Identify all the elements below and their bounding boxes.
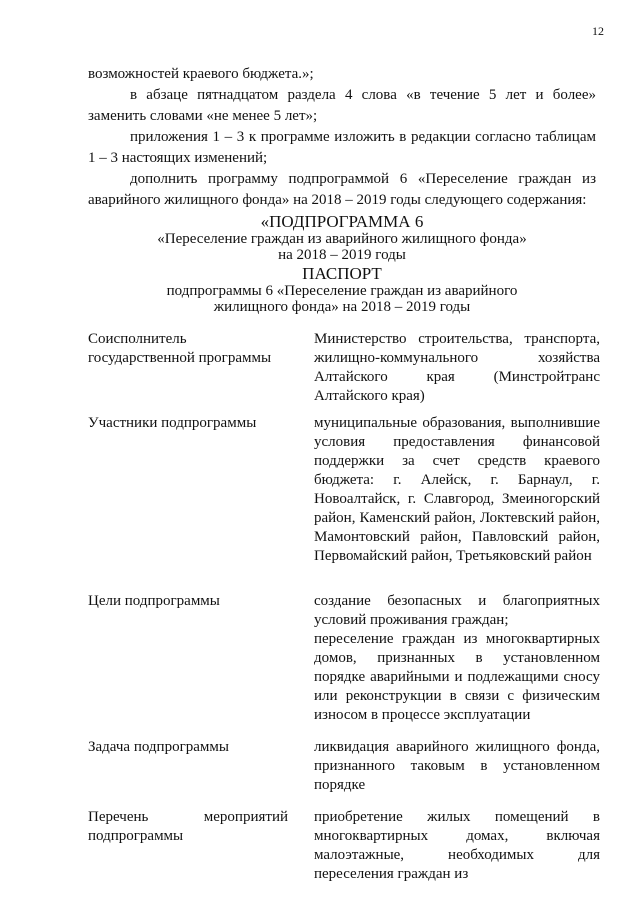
passport-row-coexecutor <box>88 330 600 414</box>
passport-table <box>88 330 600 884</box>
intro-line-1: возможностей краевого бюджета.»; <box>88 66 314 82</box>
row-label-word-3: подпрограммы <box>88 828 184 844</box>
passport-subtitle-line-2: жилищного фонда» на 2018 – 2019 годы <box>213 299 471 315</box>
passport-row-task <box>88 738 600 808</box>
row-value: ликвидация аварийного жилищного фонда, признанного таковым в установленном порядке <box>314 739 600 793</box>
intro-paragraph-3: приложения 1 – 3 к программе изложить в редакции согласно таблицам 1 – 3 настоящих изменений; <box>88 129 596 166</box>
row-label: Соисполнитель государственной программы <box>88 331 272 366</box>
intro-text <box>88 64 596 211</box>
row-label: Участники подпрограммы <box>88 415 257 431</box>
row-value: муниципальные образования, выполнившие условия предоставления финансовой поддержки за счет средств краевого бюджета: г. Алейск, г. Барнаул, г. Новоалтайск, г. Славгород, Змеиногорский район, Каменский район, Локтевский район, Мамонтовский район, Павловский район, Первомайский район, Третьяковский район <box>314 415 600 564</box>
subprogram-heading <box>88 213 596 263</box>
intro-paragraph-4: дополнить программу подпрограммой 6 «Переселение граждан из аварийного жилищного фонда» на 2018 – 2019 годы следующего содержания: <box>88 171 596 208</box>
subprogram-title: «ПОДПРОГРАММА 6 <box>260 212 424 231</box>
row-label <box>88 808 314 884</box>
passport-row-participants <box>88 414 600 592</box>
subprogram-name: «Переселение граждан из аварийного жилищного фонда» <box>157 231 527 247</box>
row-value: приобретение жилых помещений в многоквартирных домах, включая малоэтажные, необходимых для переселения граждан из <box>314 809 600 882</box>
intro-paragraph-2: в абзаце пятнадцатом раздела 4 слова «в течение 5 лет и более» заменить словами «не менее 5 лет»; <box>88 87 596 124</box>
passport-title: ПАСПОРТ <box>302 264 382 283</box>
goal-2: переселение граждан из многоквартирных домов, признанных в установленном порядке аварийными и подлежащими сносу или реконструкции в связи с физическим износом в процессе эксплуатации <box>314 631 600 723</box>
page-number: 12 <box>592 24 604 38</box>
row-label-word-1: Перечень <box>88 809 149 825</box>
row-value: Министерство строительства, транспорта, жилищно-коммунального хозяйства Алтайского края (Минстройтранс Алтайского края) <box>314 331 600 404</box>
row-label-word-2: мероприятий <box>203 809 288 825</box>
passport-row-goals <box>88 592 600 738</box>
passport-subtitle-line-1: подпрограммы 6 «Переселение граждан из аварийного <box>166 283 518 299</box>
row-value <box>314 592 600 738</box>
passport-heading <box>88 265 596 315</box>
row-label: Задача подпрограммы <box>88 739 229 755</box>
row-label: Цели подпрограммы <box>88 593 220 609</box>
subprogram-years: на 2018 – 2019 годы <box>278 247 406 263</box>
goal-1: создание безопасных и благоприятных условий проживания граждан; <box>314 593 600 628</box>
passport-row-measures <box>88 808 600 884</box>
